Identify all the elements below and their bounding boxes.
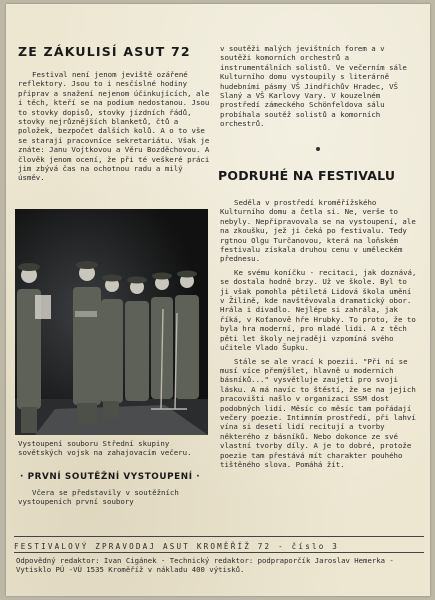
paragraph: Festival není jenom jeviště ozářené reflektory. Jsou to i nesčíslné hodiny příprav a snažení nejenom účinkujících, ale i těch, kteří se na podium nedostanou. Jsou to stovky dopisů, stovky jízdních řádů, stovky nejrůznějších blanketů, čtů a položek, bezpočet dalších kolů. A o to vše se starají pracovníce sekretariátu. Však je znáte: Janu Vojtkovou a Věru Bozděchovou. A člověk jenom ocení, že při té veškeré práci jim zbývá čas na ochotnou radu a milý úsměv. — [18, 70, 210, 183]
footer-rule-top — [14, 536, 424, 537]
concert-photo — [15, 209, 208, 435]
article-continuation — [220, 44, 420, 129]
article-first-competition — [18, 488, 210, 507]
paragraph: v soutěži malých jevištních forem a v soutěži komorních orchestrů a instrumentálních solistů. Ve večerním sále Kulturního domu vystoupily s literárně hudebními pásmy VŠ Jindřichův Hradec, VŠ Slaný a VŠ Karlovy Vary. V kouzelném prostředí zámeckého Schönfeldova sálu probíhala soutěž solistů a komorních orchestrů. — [220, 44, 407, 129]
headline-first-competition: · PRVNÍ SOUTĚŽNÍ VYSTOUPENÍ · — [20, 472, 201, 482]
footer-rule-bottom — [14, 552, 424, 553]
footer-title: FESTIVALOVÝ ZPRAVODAJ ASUT KROMĚŘÍŽ 72 - číslo 3 — [14, 542, 340, 551]
photo-caption: Vystoupení souboru Střední skupiny sovětských vojsk na zahajovacím večeru. — [18, 439, 192, 458]
headline-backstage: ZE ZÁKULISÍ ASUT 72 — [18, 44, 191, 59]
soldier-ensemble-image — [15, 209, 208, 435]
paragraph: Seděla v prostředí kroměřížského Kulturního domu a četla si. Ne, verše to nebyly. Nepřipravovala se na vystoupení, ale na zkoušku, jež ji čeká po festivalu. Tedy rgtnou Olgu Turčanovou, která na loňském festivalu získala druhou cenu v uměleckém přednesu. — [220, 198, 416, 264]
newsletter-page — [6, 4, 430, 596]
paragraph: Ke svému koníčku - recitaci, jak doznává, se dostala hodně brzy. Už ve škole. Byl to ji však pomohla pětiletá Lidová škola umění v Žilině, kde navštěvovala dramatický obor. Hrála i divadlo. Nejlépe si zahrála, jak říká, v Koťanově hře Hrubky. To proto, že to byla hra moderní, pro mladé lidi. A z těch pěti let školy nejraději vzpomíná svého učitele Vlado Šupku. — [220, 267, 417, 353]
paragraph: Stále se ale vrací k poezii. "Při ní se musí více přemýšlet, hlavně u moderních básníků..." vysvětluje zaujetí pro svoji lásku. A má navíc to štěstí, že se na jejich pracovišti našlo v organizaci SSM dost podobných lidí. Měsíc co měsíc tam pořádají večery poezie. Intimním prostředí, při lahví vína si desetí lidí recitují a tvorby některého z básníků. Nebo dokonce ze své vlastní tvorby díly. A je to dobré, protože poezie tam přestává mít charakter pouhého tištěného slova. Pomáhá žít. — [220, 356, 416, 469]
article-backstage — [18, 70, 210, 183]
paragraph: Včera se představily v soutěžních vystoupeních první soubory — [18, 488, 179, 507]
section-dot — [316, 147, 320, 151]
article-second-festival — [220, 198, 420, 469]
headline-second-festival: PODRUHÉ NA FESTIVALU — [218, 168, 396, 183]
footer-credits: Odpovědný redaktor: Ivan Cigánek - Technický redaktor: podpraporčík Jaroslav Hemerka - Vytisklo PÚ -VÚ 1535 Kroměříž v nákladu 400 výtisků. — [16, 556, 394, 575]
